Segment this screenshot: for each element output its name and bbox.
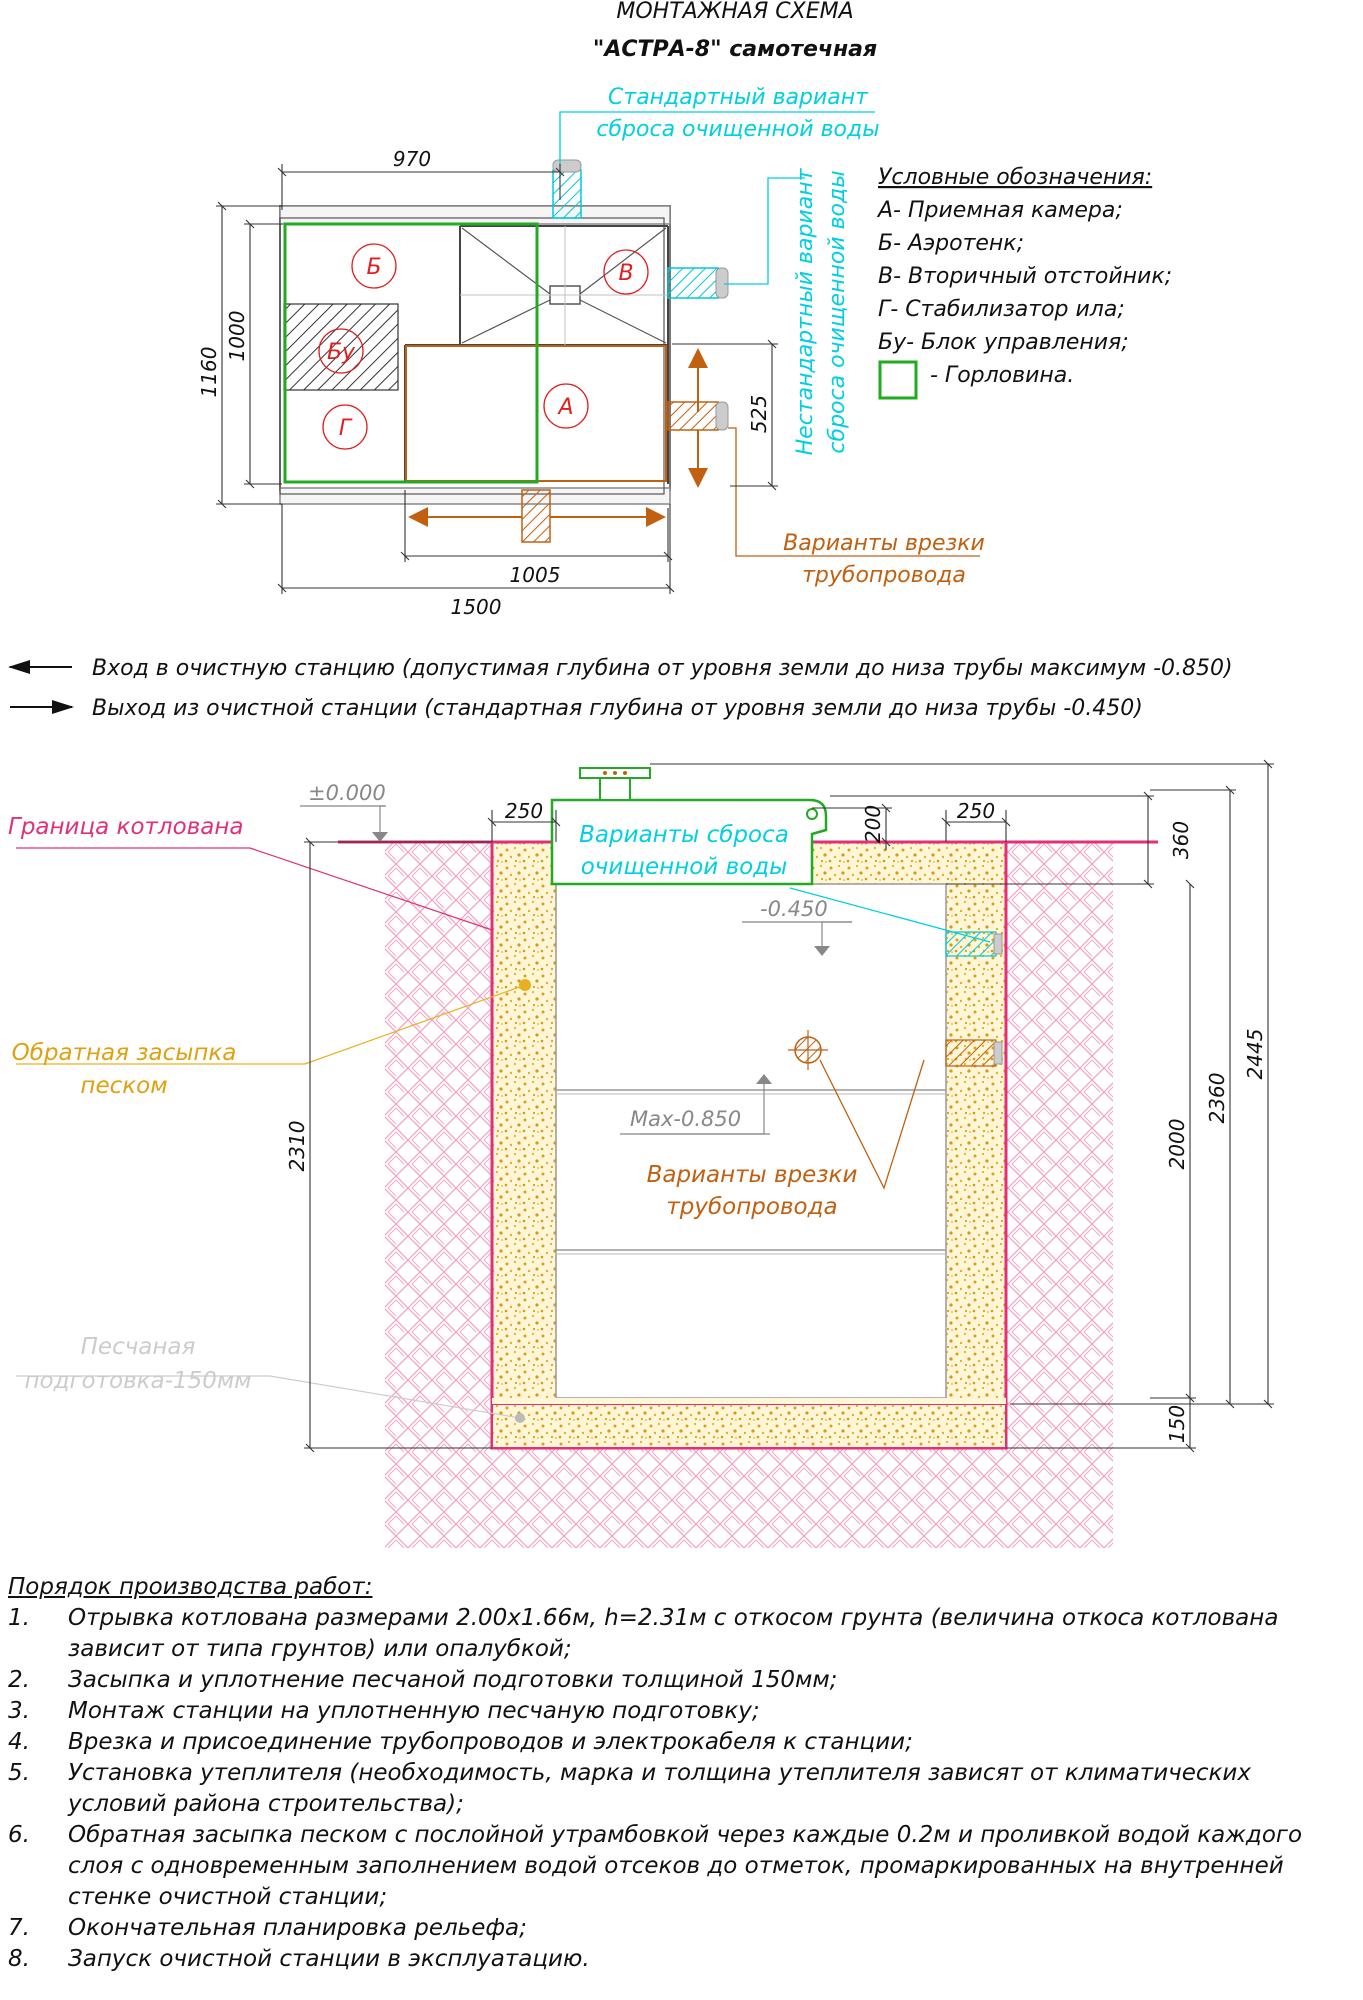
procedure-step — [8, 1913, 1358, 1944]
zone-v-label: В — [618, 261, 634, 286]
procedure-step-text: Обратная засыпка песком с послойной утрамбовкой через каждые 0.2м и проливкой водой каждого — [68, 1822, 1303, 1848]
procedure-step-text: Врезка и присоединение трубопроводов и электрокабеля к станции; — [68, 1729, 913, 1755]
dim-2000: 2000 — [1165, 1118, 1189, 1170]
procedure-steps — [8, 1603, 1358, 1975]
dim-525: 525 — [747, 394, 771, 434]
dim-left-250: 250 — [504, 799, 544, 823]
nonstd-outlet-line2: сброса очищенной воды — [825, 170, 850, 454]
procedure-step — [8, 1789, 1358, 1820]
procedure-step — [8, 1820, 1358, 1851]
legend-item-bu: Бу- Блок управления; — [878, 330, 1129, 355]
section-view — [8, 760, 1274, 1548]
procedure-step — [8, 1696, 1358, 1727]
procedure-step-number — [8, 1882, 68, 1913]
dim-970: 970 — [392, 147, 432, 171]
section-pipe-options-line1: Варианты врезки — [646, 1162, 858, 1188]
zone-g-label: Г — [338, 416, 352, 441]
dim-2310: 2310 — [285, 1120, 309, 1172]
section-pipe-options-line2: трубопровода — [666, 1194, 838, 1220]
legend-item-v: В- Вторичный отстойник; — [878, 264, 1173, 289]
procedure-step-text: Монтаж станции на уплотненную песчаную подготовку; — [68, 1698, 760, 1724]
procedure-title: Порядок производства работ: — [8, 1574, 373, 1600]
legend-manhole-swatch — [880, 362, 916, 398]
procedure-step — [8, 1603, 1358, 1634]
dim-right-250: 250 — [956, 799, 996, 823]
procedure-step-number: 2. — [8, 1667, 30, 1693]
procedure-step-text: Отрывка котлована размерами 2.00х1.66м, h=2.31м с откосом грунта (величина откоса котлована — [68, 1605, 1279, 1631]
zone-a-label: А — [558, 395, 574, 420]
dim-1160: 1160 — [197, 346, 221, 398]
procedure-step-number — [8, 1634, 68, 1665]
inlet-note: Вход в очистную станцию (допустимая глубина от уровня земли до низа трубы максимум -0.850) — [92, 656, 1233, 681]
dim-neck-200: 200 — [861, 804, 885, 844]
mark-inlet: Max-0.850 — [630, 1107, 742, 1131]
legend-item-g: Г- Стабилизатор ила; — [878, 297, 1125, 322]
procedure-step — [8, 1882, 1358, 1913]
legend-box-label: - Горловина. — [930, 363, 1075, 388]
procedure-step-number — [8, 1851, 68, 1882]
sand-base-line2: подготовка-150мм — [24, 1368, 252, 1394]
procedure-step-text: Окончательная планировка рельефа; — [68, 1915, 527, 1941]
dim-1500: 1500 — [450, 595, 502, 619]
mark-outlet: -0.450 — [760, 897, 828, 921]
procedure-step — [8, 1944, 1358, 1975]
dim-2445: 2445 — [1243, 1028, 1267, 1080]
outlet-options-line2: очищенной воды — [580, 854, 788, 880]
procedure-step-number: 7. — [8, 1915, 30, 1941]
plan-pipe-options-line1: Варианты врезки — [783, 531, 985, 556]
dim-2360: 2360 — [1205, 1072, 1229, 1124]
plan-view — [197, 85, 985, 619]
legend-title: Условные обозначения: — [878, 165, 1153, 190]
title-line1: МОНТАЖНАЯ СХЕМА — [616, 0, 854, 24]
procedure-step — [8, 1727, 1358, 1758]
outlet-options-line1: Варианты сброса — [579, 822, 789, 848]
sand-base-line1: Песчаная — [80, 1334, 196, 1360]
legend-item-b: Б- Аэротенк; — [878, 231, 1025, 256]
procedure-step-number: 5. — [8, 1760, 30, 1786]
procedure-step-number — [8, 1789, 68, 1820]
title-line2: "АСТРА-8" самотечная — [592, 37, 878, 62]
procedure-step-number: 3. — [8, 1698, 30, 1724]
pit-border-label: Граница котлована — [8, 814, 244, 840]
legend-item-a: А- Приемная камера; — [878, 198, 1123, 223]
backfill-line2: песком — [80, 1073, 168, 1099]
procedure-step-text: Запуск очистной станции в эксплуатацию. — [68, 1946, 590, 1972]
dim-360: 360 — [1169, 820, 1193, 860]
procedure-step-number: 6. — [8, 1822, 30, 1848]
dim-150: 150 — [1165, 1404, 1189, 1444]
backfill-line1: Обратная засыпка — [11, 1040, 237, 1066]
procedure-step-text: условий района строительства); — [68, 1791, 464, 1817]
dim-1000: 1000 — [225, 310, 249, 362]
procedure-step-text: зависит от типа грунтов) или опалубкой; — [68, 1636, 572, 1662]
procedure-step — [8, 1851, 1358, 1882]
plan-pipe-options-line2: трубопровода — [802, 563, 966, 588]
nonstd-outlet-line1: Нестандартный вариант — [793, 168, 818, 456]
procedure-step-number: 1. — [8, 1605, 30, 1631]
procedure-step — [8, 1634, 1358, 1665]
procedure-step-text: стенке очистной станции; — [68, 1884, 388, 1910]
procedure-step-text: Засыпка и уплотнение песчаной подготовки толщиной 150мм; — [68, 1667, 838, 1693]
std-outlet-line1: Стандартный вариант — [608, 85, 868, 110]
procedure-step-number: 4. — [8, 1729, 30, 1755]
procedure-step — [8, 1758, 1358, 1789]
procedure-step-number: 8. — [8, 1946, 30, 1972]
procedure-step — [8, 1665, 1358, 1696]
level-zero: ±0.000 — [308, 781, 386, 805]
procedure-notes — [8, 1572, 1358, 1975]
procedure-step-text: слоя с одновременным заполнением водой отсеков до отметок, промаркированных на внутренней — [68, 1853, 1284, 1879]
std-outlet-line2: сброса очищенной воды — [596, 117, 880, 142]
zone-b-label: Б — [366, 255, 382, 280]
zone-bu-label: Бу — [326, 340, 356, 365]
outlet-note: Выход из очистной станции (стандартная глубина от уровня земли до низа трубы -0.450) — [92, 696, 1143, 721]
io-notes — [8, 656, 1233, 721]
legend — [876, 165, 1172, 398]
procedure-step-text: Установка утеплителя (необходимость, марка и толщина утеплителя зависят от климатических — [68, 1760, 1251, 1786]
dim-1005: 1005 — [509, 563, 561, 587]
